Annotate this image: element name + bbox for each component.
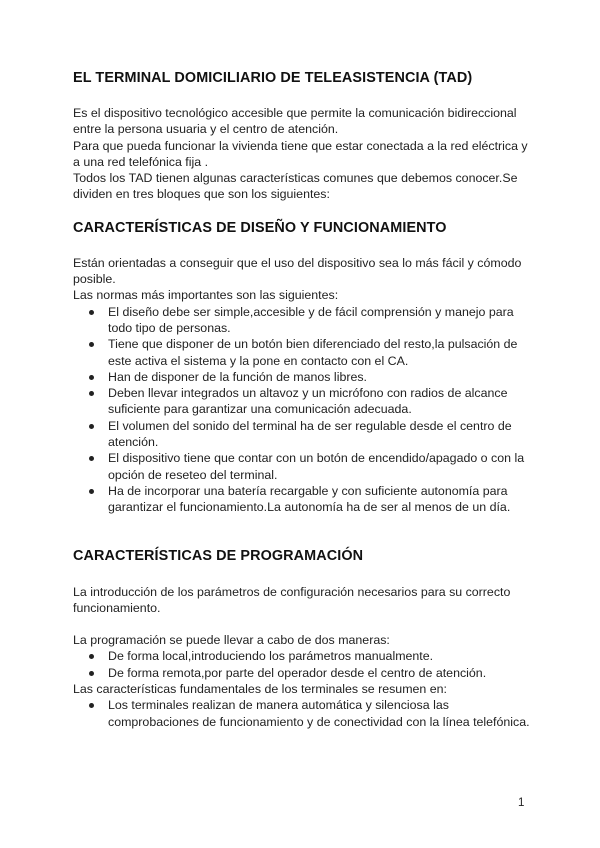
list-item <box>73 304 533 337</box>
section-heading-programming: CARACTERÍSTICAS DE PROGRAMACIÓN <box>73 547 364 564</box>
document-title: EL TERMINAL DOMICILIARIO DE TELEASISTENCIA (TAD) <box>73 70 473 86</box>
intro-paragraph: Es el dispositivo tecnológico accesible que permite la comunicación bidireccional entre la persona usuaria y el centro de atención. <box>73 106 517 137</box>
list-item-text: Los terminales realizan de manera automática y silenciosa las comprobaciones de funcionamiento y de conectividad con la línea telefónica. <box>108 698 530 729</box>
list-item <box>73 450 533 483</box>
list-item-text: Deben llevar integrados un altavoz y un micrófono con radios de alcance suficiente para garantizar una comunicación adecuada. <box>108 386 508 417</box>
list-item-text: El volumen del sonido del terminal ha de ser regulable desde el centro de atención. <box>108 418 512 450</box>
bullet-icon <box>89 342 94 347</box>
list-item-text: Han de disponer de la función de manos libres. <box>108 369 367 384</box>
list-item <box>73 648 533 664</box>
bullet-icon <box>89 456 94 461</box>
section-programming-lead: La programación se puede llevar a cabo de dos maneras: <box>73 633 390 648</box>
programming-ways-list <box>73 648 533 681</box>
paragraph-gap <box>73 616 533 632</box>
intro-block <box>73 105 533 203</box>
bullet-icon <box>89 424 94 429</box>
programming-features-list <box>73 697 533 730</box>
list-item-text: De forma remota,por parte del operador desde el centro de atención. <box>108 665 487 680</box>
list-item-text: Ha de incorporar una batería recargable y con suficiente autonomía para garantizar el funcionamiento.La autonomía ha de ser al menos de un día. <box>108 483 511 515</box>
list-item <box>73 665 533 681</box>
bullet-icon <box>89 375 94 380</box>
intro-paragraph: Todos los TAD tienen algunas características comunes que debemos conocer.Se dividen en tres bloques que son los siguientes: <box>73 171 518 202</box>
list-item-text: El diseño debe ser simple,accesible y de fácil comprensión y manejo para todo tipo de personas. <box>108 304 514 335</box>
page-content <box>73 70 533 730</box>
section-programming-intro: La introducción de los parámetros de configuración necesarios para su correcto funcionamiento. <box>73 584 511 615</box>
intro-paragraph: Para que pueda funcionar la vivienda tiene que estar conectada a la red eléctrica y a una red telefónica fija . <box>73 138 528 169</box>
list-item-text: El dispositivo tiene que contar con un botón de encendido/apagado o con la opción de reseteo del terminal. <box>108 451 525 482</box>
design-rules-list <box>73 304 533 516</box>
page-number: 1 <box>518 797 525 809</box>
section-heading-design: CARACTERÍSTICAS DE DISEÑO Y FUNCIONAMIENTO <box>73 219 447 236</box>
list-item <box>73 418 533 451</box>
list-item <box>73 483 533 516</box>
bullet-icon <box>89 671 94 676</box>
bullet-icon <box>89 703 94 708</box>
section-programming-summary-lead: Las características fundamentales de los terminales se resumen en: <box>73 682 447 697</box>
bullet-icon <box>89 489 94 494</box>
section-design-intro: Están orientadas a conseguir que el uso del dispositivo sea lo más fácil y cómodo posible. <box>73 255 522 287</box>
list-item <box>73 336 533 369</box>
list-item <box>73 369 533 385</box>
list-item-text: De forma local,introduciendo los parámetros manualmente. <box>108 649 434 664</box>
list-item <box>73 385 533 418</box>
list-item-text: Tiene que disponer de un botón bien diferenciado del resto,la pulsación de este activa el sistema y la pone en contacto con el CA. <box>108 337 518 368</box>
list-item <box>73 697 533 730</box>
bullet-icon <box>89 654 94 659</box>
bullet-icon <box>89 310 94 315</box>
section-design-lead: Las normas más importantes son las siguientes: <box>73 288 339 303</box>
bullet-icon <box>89 391 94 396</box>
